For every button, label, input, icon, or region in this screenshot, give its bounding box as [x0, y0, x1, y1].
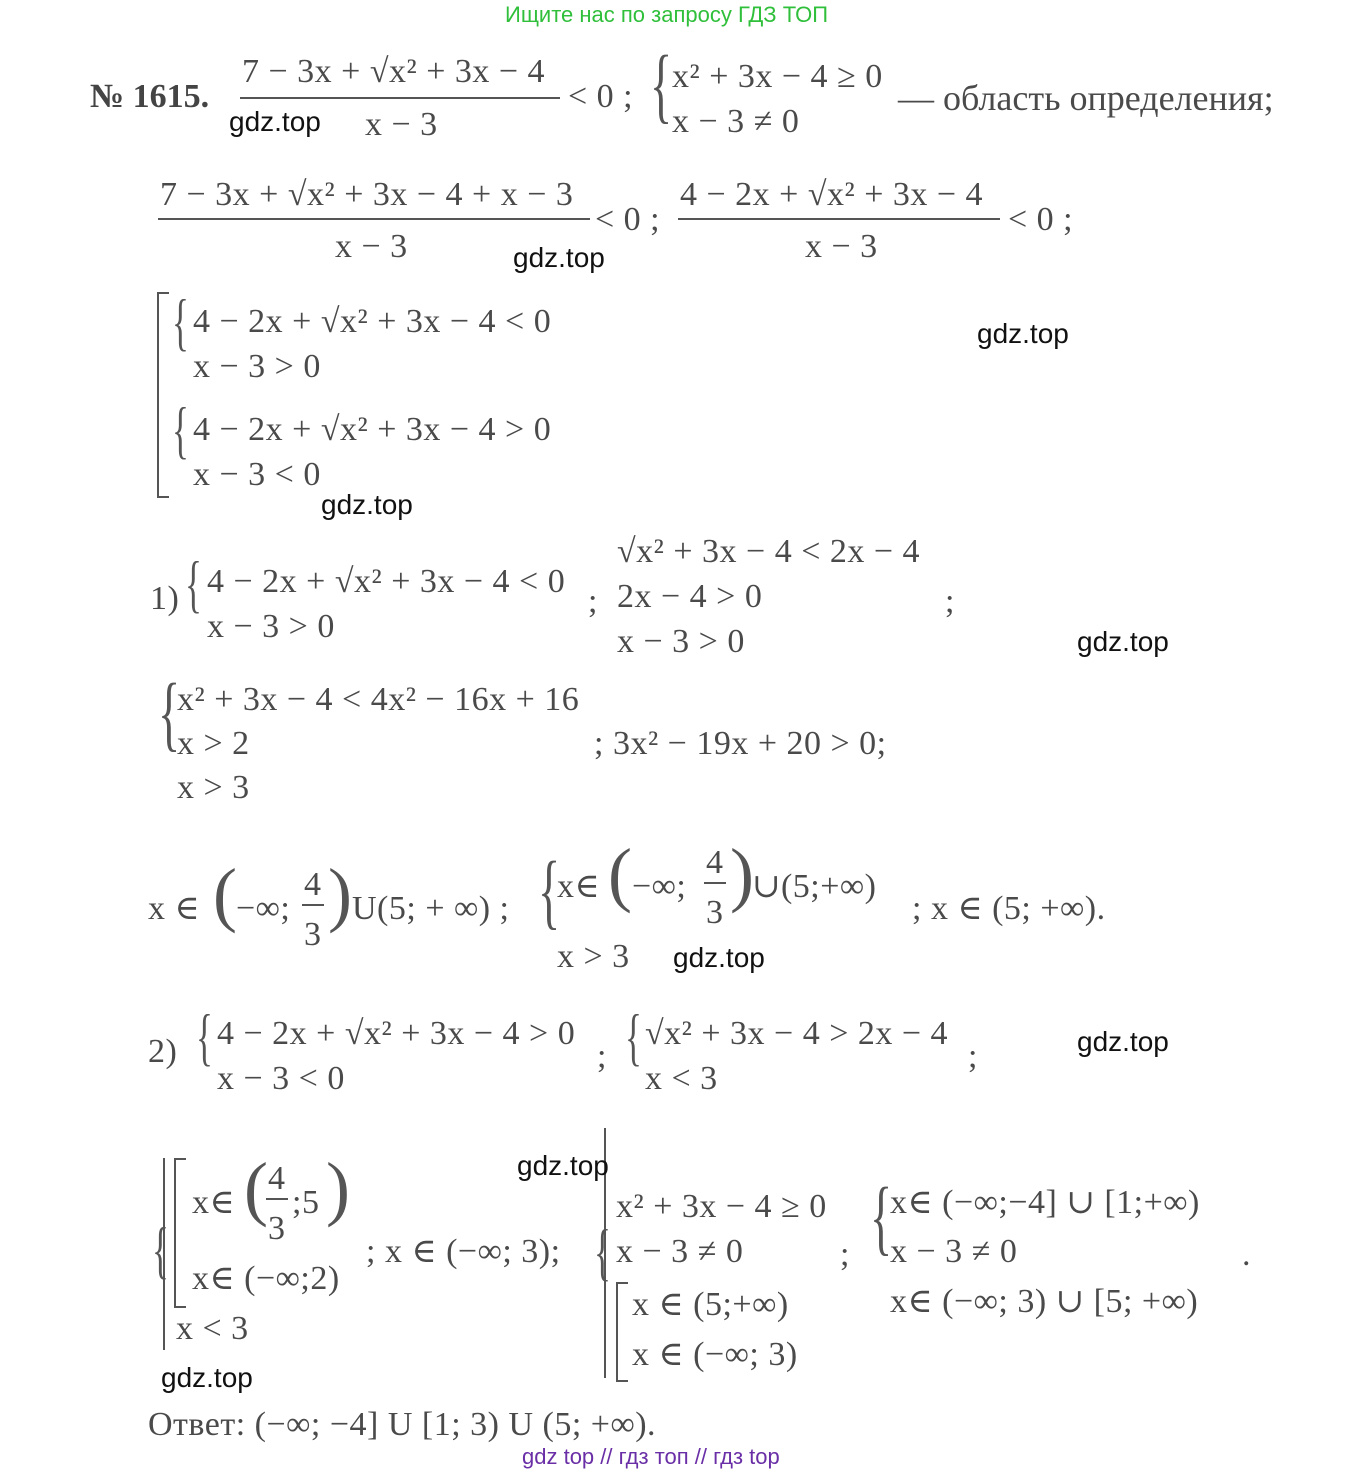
- case2-v2: x∈ (−∞;2): [192, 1260, 340, 1297]
- watermark-7: gdz.top: [1077, 1026, 1169, 1057]
- l2-less-than-1: < 0 ;: [595, 201, 661, 238]
- case2-w3: x ∈ (5;+∞): [632, 1286, 789, 1323]
- l2-numerator-1: 7 − 3x + √x² + 3x − 4 + x − 3: [160, 176, 574, 213]
- case2-w-brace: {: [594, 1216, 611, 1287]
- case2-sep3: ;: [840, 1236, 850, 1273]
- case1-sys-paren-close: ): [730, 834, 754, 914]
- case2-label: 2): [148, 1033, 178, 1070]
- case1-sol-c: U(5; + ∞) ;: [352, 890, 510, 927]
- watermark-4: gdz.top: [321, 489, 413, 520]
- case1-frac-num: 4: [304, 866, 322, 903]
- case1-sys-frac-den: 3: [706, 894, 724, 931]
- answer: Ответ: (−∞; −4] U [1; 3) U (5; +∞).: [148, 1406, 657, 1443]
- watermark-1: gdz.top: [229, 106, 321, 137]
- l2-numerator-2: 4 − 2x + √x² + 3x − 4: [680, 176, 984, 213]
- l1-domain-text: — область определения;: [898, 78, 1274, 118]
- case1-quadratic: ; 3x² − 19x + 20 > 0;: [594, 725, 887, 762]
- case2-v3: x < 3: [176, 1310, 249, 1347]
- case2-v-frac-bar: [266, 1198, 288, 1200]
- case2-res: ; x ∈ (−∞; 3);: [366, 1233, 561, 1270]
- l1-less-than: < 0 ;: [568, 78, 634, 115]
- case2-z1: x∈ (−∞;−4] ∪ [1;+∞): [890, 1184, 1200, 1221]
- case2-w4: x ∈ (−∞; 3): [632, 1336, 798, 1373]
- watermark-6: gdz.top: [673, 942, 765, 973]
- l2-fraction-bar-1: [158, 218, 590, 220]
- case1-sys-x1c: ∪(5;+∞): [752, 868, 877, 905]
- case2-brace-t: {: [625, 1001, 642, 1072]
- header-banner: Ищите нас по запросу ГДЗ ТОП: [505, 2, 829, 27]
- l2-fraction-bar-2: [678, 218, 1000, 220]
- case2-z2: x − 3 ≠ 0: [890, 1233, 1018, 1270]
- case1-sys-x2: x > 3: [557, 938, 630, 975]
- split-a1: 4 − 2x + √x² + 3x − 4 < 0: [193, 303, 552, 340]
- case2-s2: x − 3 < 0: [217, 1060, 345, 1097]
- split-bracket: [157, 292, 169, 498]
- case1-sol-a: x ∈: [148, 890, 201, 927]
- l2-denominator-1: x − 3: [335, 228, 408, 265]
- case1-sep: ;: [588, 583, 598, 620]
- case1-u2: x > 2: [177, 725, 250, 762]
- case1-paren-close: ): [328, 854, 352, 934]
- problem-number: № 1615.: [90, 78, 210, 115]
- l1-system-a: x² + 3x − 4 ≥ 0: [672, 58, 883, 95]
- case2-z3: x∈ (−∞; 3) ∪ [5; +∞): [890, 1283, 1199, 1320]
- case1-frac-bar: [302, 904, 324, 906]
- case1-u1: x² + 3x − 4 < 4x² − 16x + 16: [177, 681, 580, 718]
- case1-label: 1): [150, 580, 180, 617]
- l1-system-b: x − 3 ≠ 0: [672, 103, 800, 140]
- case2-w1: x² + 3x − 4 ≥ 0: [616, 1188, 827, 1225]
- case2-v-bracket: [174, 1158, 186, 1308]
- case1-sys-paren-open: (: [608, 834, 632, 914]
- case1-frac-den: 3: [304, 916, 322, 953]
- split-brace-b: {: [172, 394, 189, 465]
- case1-s1: 4 − 2x + √x² + 3x − 4 < 0: [207, 563, 566, 600]
- case1-u3: x > 3: [177, 769, 250, 806]
- case2-v1d: ;5: [292, 1184, 320, 1221]
- case1-t2: 2x − 4 > 0: [617, 578, 763, 615]
- watermark-8: gdz.top: [517, 1150, 609, 1181]
- watermark-5: gdz.top: [1077, 626, 1169, 657]
- case2-w-bracket: [616, 1282, 628, 1382]
- case1-brace-x: {: [538, 845, 561, 938]
- case1-sol-final: ; x ∈ (5; +∞).: [912, 890, 1106, 927]
- case2-sep2: ;: [968, 1038, 978, 1075]
- split-a2: x − 3 > 0: [193, 348, 321, 385]
- case1-paren-open: (: [213, 854, 237, 934]
- split-brace-a: {: [172, 286, 189, 357]
- case2-v-paren-close: ): [326, 1148, 350, 1228]
- case2-dot: .: [1242, 1236, 1251, 1273]
- l1-fraction-bar: [240, 97, 560, 99]
- case2-v1a: x∈: [192, 1184, 236, 1221]
- case2-v1b: 4: [268, 1160, 286, 1197]
- case1-t1: √x² + 3x − 4 < 2x − 4: [617, 533, 921, 570]
- l1-brace: {: [650, 39, 673, 132]
- case1-t3: x − 3 > 0: [617, 623, 745, 660]
- case2-w2: x − 3 ≠ 0: [616, 1233, 744, 1270]
- case2-v-paren-open: (: [244, 1148, 268, 1228]
- case1-brace: {: [185, 548, 202, 619]
- l1-numerator: 7 − 3x + √x² + 3x − 4: [242, 53, 546, 90]
- case2-brace: {: [196, 1001, 213, 1072]
- split-b2: x − 3 < 0: [193, 456, 321, 493]
- split-b1: 4 − 2x + √x² + 3x − 4 > 0: [193, 411, 552, 448]
- case2-s1: 4 − 2x + √x² + 3x − 4 > 0: [217, 1015, 576, 1052]
- watermark-3: gdz.top: [977, 318, 1069, 349]
- l2-denominator-2: x − 3: [805, 228, 878, 265]
- case2-t1: √x² + 3x − 4 > 2x − 4: [645, 1015, 949, 1052]
- l2-less-than-2: < 0 ;: [1008, 201, 1074, 238]
- case1-sys-frac-num: 4: [706, 844, 724, 881]
- watermark-2: gdz.top: [513, 242, 605, 273]
- case1-sys-x1b: −∞;: [632, 868, 687, 905]
- case1-sys-x1: x∈: [557, 868, 601, 905]
- case1-sep2: ;: [945, 583, 955, 620]
- l1-denominator: x − 3: [365, 106, 438, 143]
- footer-banner: gdz top // гдз топ // гдз top: [522, 1444, 780, 1469]
- case1-brace-u: {: [158, 667, 181, 760]
- case2-v1c: 3: [268, 1210, 286, 1247]
- case2-sep: ;: [597, 1038, 607, 1075]
- case1-sys-frac-bar: [704, 882, 726, 884]
- case2-v-brace: {: [152, 1214, 169, 1285]
- case1-s2: x − 3 > 0: [207, 608, 335, 645]
- watermark-9: gdz.top: [161, 1362, 253, 1393]
- case2-t2: x < 3: [645, 1060, 718, 1097]
- case2-z-brace: {: [870, 1171, 893, 1264]
- case1-sol-b: −∞;: [236, 890, 291, 927]
